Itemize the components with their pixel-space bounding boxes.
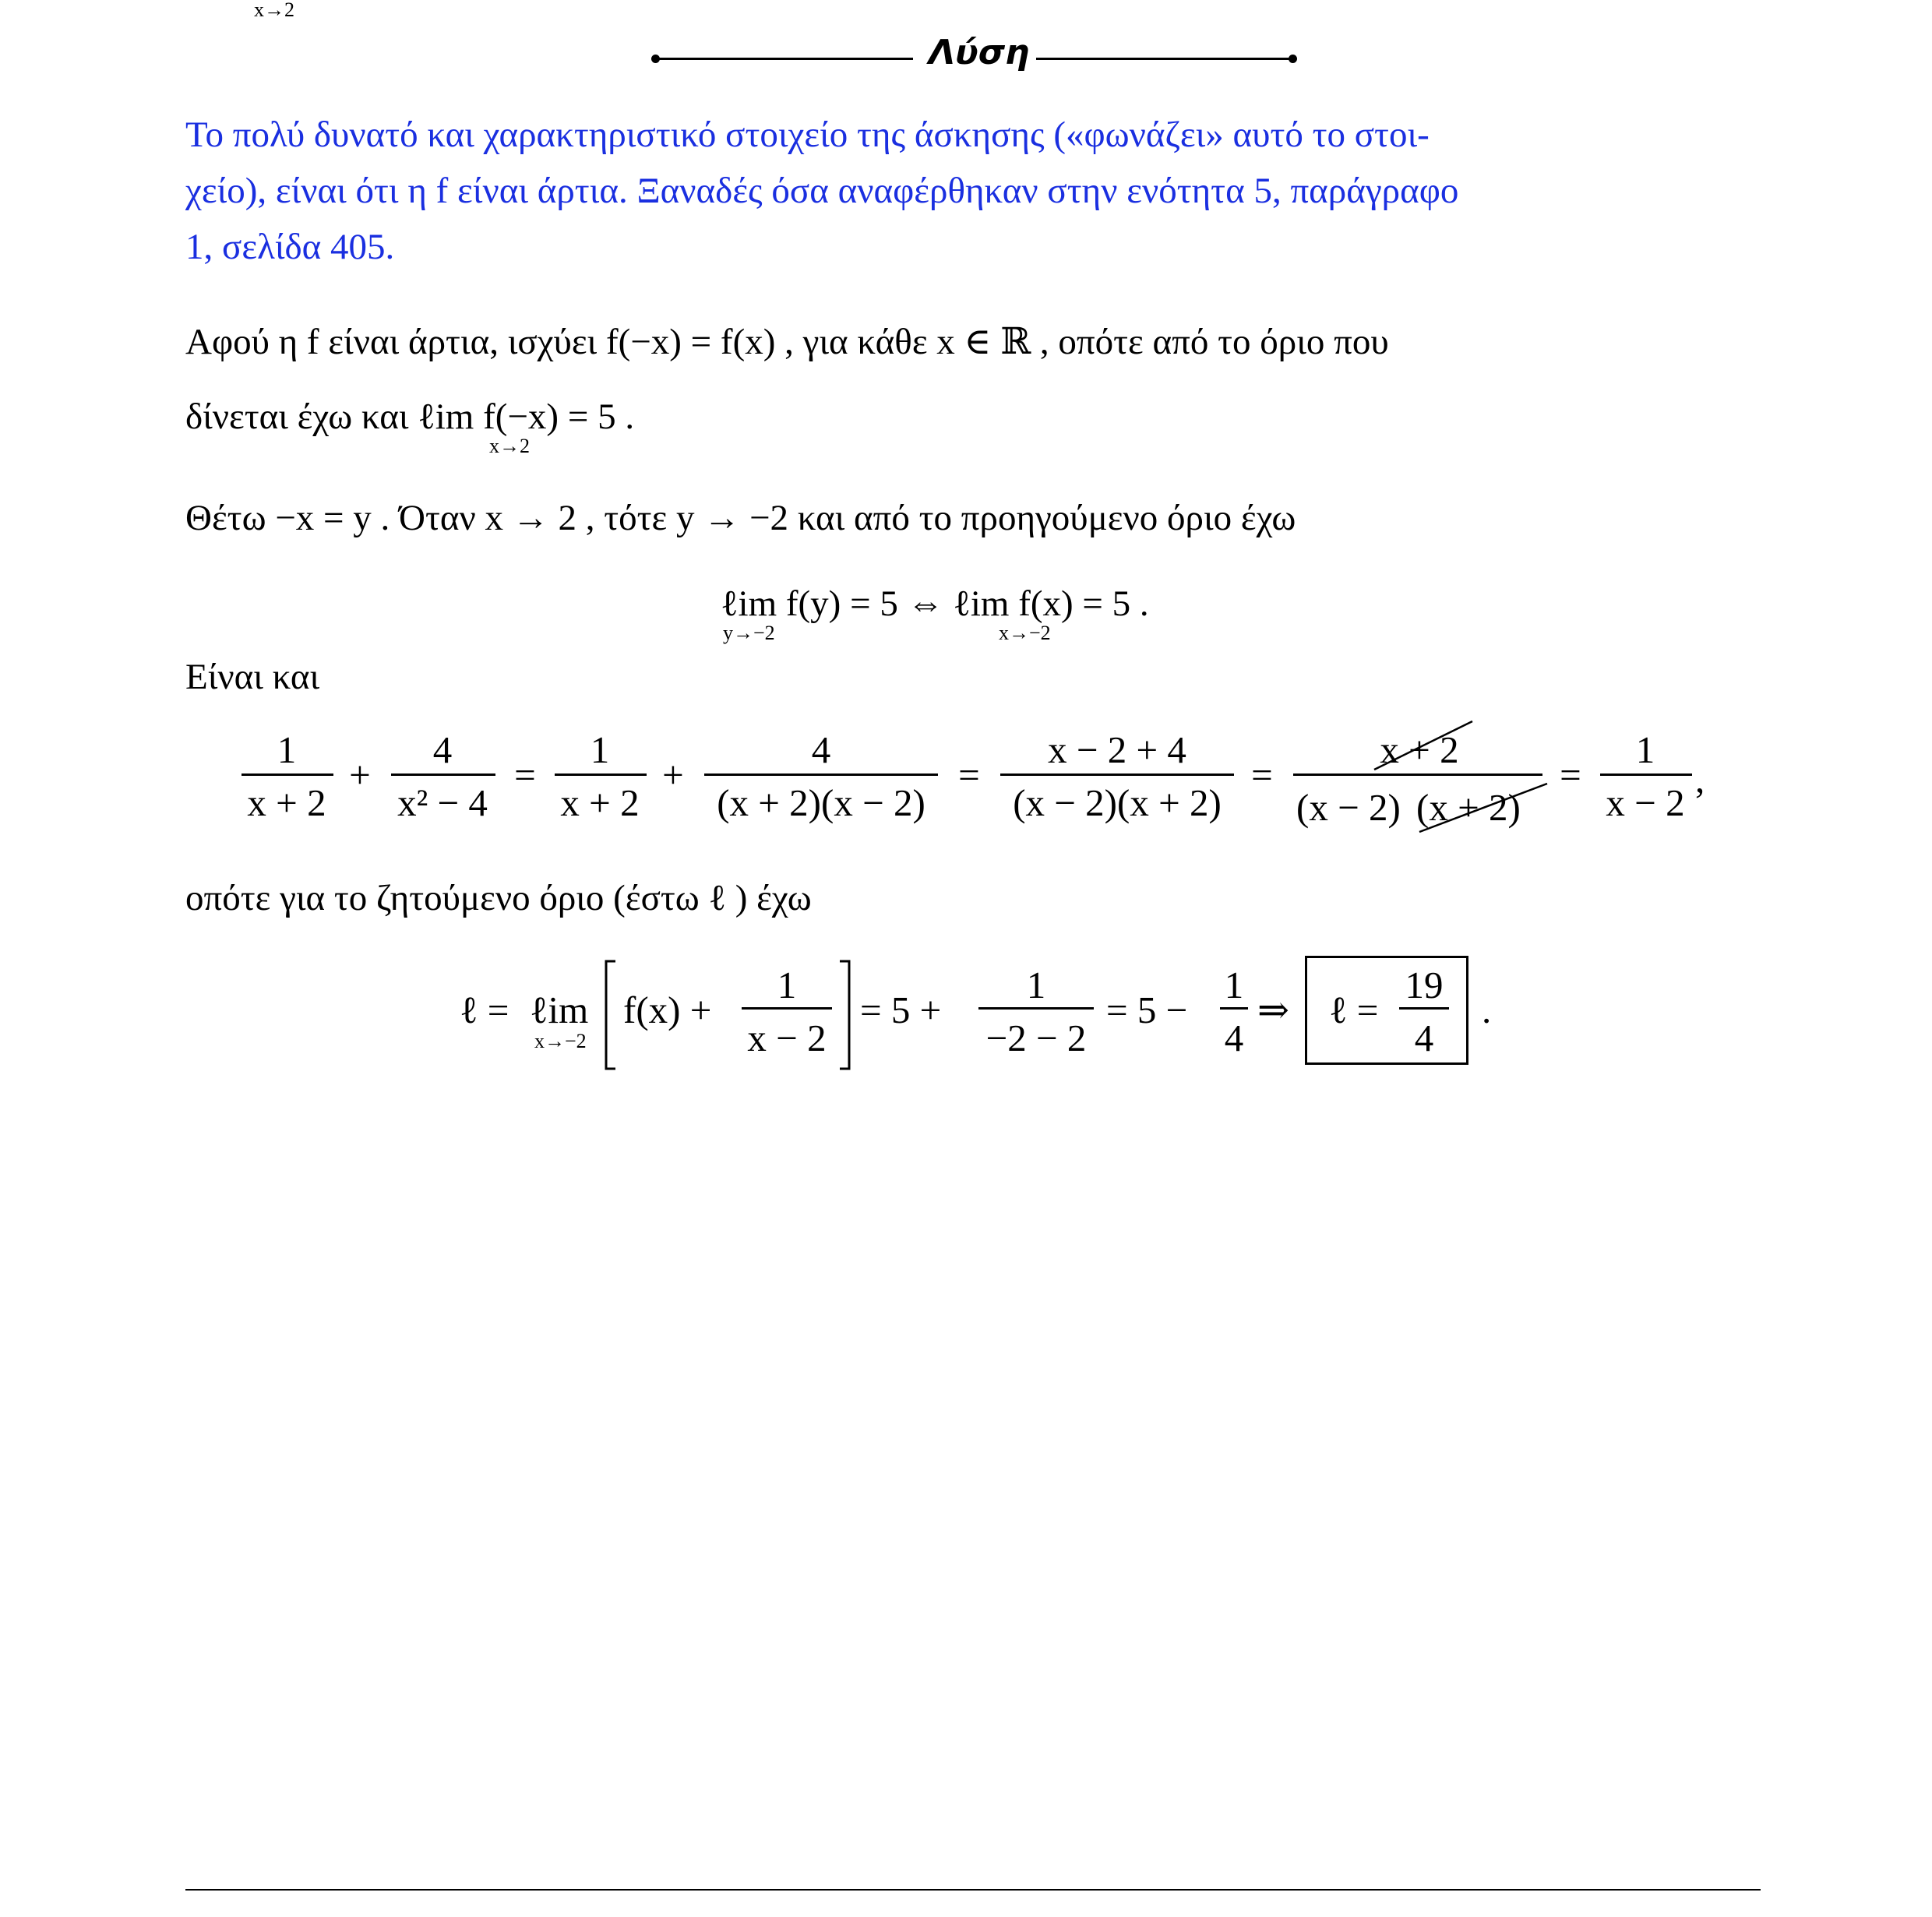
- heading-title: Λύση: [929, 33, 1030, 72]
- frac5-numerator: x − 2 + 4: [1048, 728, 1186, 771]
- intro-line-1: Το πολύ δυνατό και χαρακτηριστικό στοιχείο της άσκησης («φωνάζει» αυτό το στοι-: [185, 115, 1430, 155]
- plus-1: +: [349, 753, 371, 796]
- finalC-numerator: 1: [1224, 964, 1244, 1006]
- intro-line-3: 1, σελίδα 405.: [185, 227, 395, 267]
- finalA-numerator: 1: [777, 964, 797, 1006]
- plus-2: +: [662, 753, 684, 796]
- finalB-denominator: −2 − 2: [985, 1017, 1087, 1059]
- final-right-bracket: [840, 961, 849, 1069]
- para4-line: οπότε για το ζητούμενο όριο (έστω ℓ ) έχω: [185, 878, 812, 918]
- final-ell-equals: ℓ =: [460, 988, 509, 1031]
- frac5-denominator: (x − 2)(x + 2): [1013, 781, 1222, 824]
- frac4-numerator: 4: [811, 728, 831, 771]
- para3-intro: Είναι και: [185, 657, 320, 697]
- equals-1: =: [514, 753, 536, 796]
- final-lim: ℓim: [530, 988, 589, 1031]
- frac7-denominator: x − 2: [1606, 781, 1685, 824]
- equals-4: =: [1560, 753, 1581, 796]
- para1-line-2: δίνεται έχω και ℓim f(−x) = 5 .: [185, 396, 635, 437]
- frac1-denominator: x + 2: [247, 781, 326, 824]
- para2-eq-subscript-1: y→−2: [723, 622, 775, 644]
- frac3-denominator: x + 2: [560, 781, 640, 824]
- final-box-denominator: 4: [1414, 1017, 1434, 1059]
- final-lim-subscript: x→−2: [534, 1030, 587, 1052]
- frac2-denominator: x² − 4: [397, 781, 488, 824]
- frac6-numerator-strike: [1374, 721, 1472, 770]
- frac7-numerator: 1: [1635, 728, 1655, 771]
- frac6-denominator-strike: [1419, 784, 1547, 832]
- final-box-numerator: 19: [1405, 964, 1444, 1006]
- final-left-bracket: [606, 961, 615, 1069]
- frac6-numerator: x + 2: [1380, 728, 1459, 771]
- final-eq5-plus: = 5 +: [860, 988, 942, 1031]
- top-fragment: x→2: [254, 0, 294, 21]
- frac3-numerator: 1: [590, 728, 610, 771]
- finalA-denominator: x − 2: [747, 1017, 827, 1059]
- final-box-lhs: ℓ =: [1329, 988, 1379, 1031]
- frac-chain-comma: ,: [1695, 758, 1705, 801]
- para2-line-1: Θέτω −x = y . Όταν x → 2 , τότε y → −2 και από το προηγούμενο όριο έχω: [185, 498, 1296, 538]
- final-eq5-minus: = 5 −: [1106, 988, 1188, 1031]
- frac1-numerator: 1: [277, 728, 297, 771]
- para1-line-1: Αφού η f είναι άρτια, ισχύει f(−x) = f(x) , για κάθε x ∈ ℝ , οπότε από το όριο που: [185, 322, 1389, 362]
- equals-2: =: [958, 753, 980, 796]
- final-implies: ⇒: [1257, 988, 1290, 1031]
- finalB-numerator: 1: [1026, 964, 1046, 1006]
- frac2-numerator: 4: [432, 728, 453, 771]
- finalC-denominator: 4: [1224, 1017, 1244, 1059]
- para2-equation: ℓim f(y) = 5 ⇔ ℓim f(x) = 5 .: [721, 583, 1149, 624]
- para2-eq-subscript-2: x→−2: [999, 622, 1051, 644]
- para1-limit-subscript: x→2: [489, 435, 530, 457]
- intro-line-2: χείο), είναι ότι η f είναι άρτια. Ξαναδές όσα αναφέρθηκαν στην ενότητα 5, παράγραφο: [185, 171, 1459, 211]
- frac6-denominator-left: (x − 2): [1296, 786, 1401, 829]
- final-fx-plus: f(x) +: [623, 988, 712, 1031]
- frac4-denominator: (x + 2)(x − 2): [717, 781, 925, 824]
- frac6-denominator-right: (x + 2): [1416, 786, 1521, 829]
- final-period: .: [1482, 988, 1492, 1031]
- equals-3: =: [1251, 753, 1273, 796]
